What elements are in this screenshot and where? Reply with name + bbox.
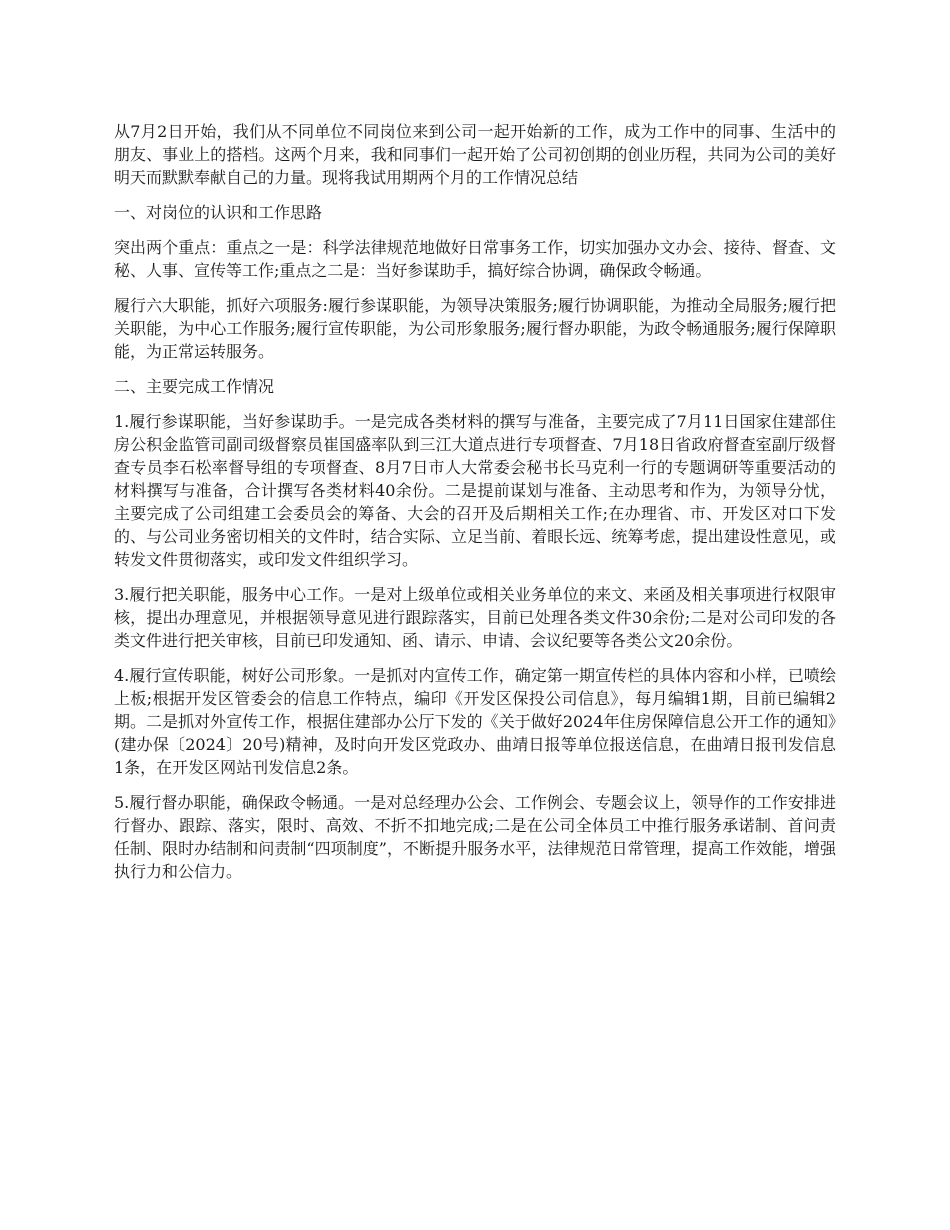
section-heading-1: 一、对岗位的认识和工作思路	[114, 203, 323, 222]
item-1-paragraph: 1.履行参谋职能，当好参谋助手。一是完成各类材料的撰写与准备，主要完成了7月11日国家住建部住房公积金监管司副司级督察员崔国盛率队到三江大道点进行专项督查、7月18日省政府督查室副厅级督查专员李石松率督导组的专项督查、8月7日市人大常委会秘书长马克利一行的专题调研等重要活动的材料撰写与准备，合计撰写各类材料40余份。二是提前谋划与准备、主动思考和作为，为领导分忧，主要完成了公司组建工会委员会的筹备、大会的召开及后期相关工作;在办理省、市、开发区对口下发的、与公司业务密切相关的文件时，结合实际、立足当前、着眼长远、统筹考虑，提出建设性意见，或转发文件贯彻落实，或印发文件组织学习。	[114, 412, 836, 569]
item-5-paragraph: 5.履行督办职能，确保政令畅通。一是对总经理办公会、工作例会、专题会议上，领导作的工作安排进行督办、跟踪、落实，限时、高效、不折不扣地完成;二是在公司全体员工中推行服务承诺制、首问责任制、限时办结制和问责制“四项制度”，不断提升服务水平，法律规范日常管理，提高工作效能，增强执行力和公信力。	[114, 793, 836, 881]
section-heading-2: 二、主要完成工作情况	[114, 377, 275, 396]
key-points-paragraph: 突出两个重点：重点之一是：科学法律规范地做好日常事务工作，切实加强办文办会、接待、督查、文秘、人事、宣传等工作;重点之二是：当好参谋助手，搞好综合协调，确保政令畅通。	[114, 238, 836, 280]
item-3-paragraph: 3.履行把关职能，服务中心工作。一是对上级单位或相关业务单位的来文、来函及相关事项进行权限审核，提出办理意见，并根据领导意见进行跟踪落实，目前已处理各类文件30余份;二是对公司印发的各类文件进行把关审核，目前已印发通知、函、请示、申请、会议纪要等各类公文20余份。	[114, 585, 836, 650]
item-4-paragraph: 4.履行宣传职能，树好公司形象。一是抓对内宣传工作，确定第一期宣传栏的具体内容和小样，已喷绘上板;根据开发区管委会的信息工作特点，编印《开发区保投公司信息》，每月编辑1期，目前已编辑2期。二是抓对外宣传工作，根据住建部办公厅下发的《关于做好2024年住房保障信息公开工作的通知》(建办保〔2024〕20号)精神，及时向开发区党政办、曲靖日报等单位报送信息，在曲靖日报刊发信息1条，在开发区网站刊发信息2条。	[114, 666, 836, 777]
six-functions-paragraph: 履行六大职能，抓好六项服务:履行参谋职能，为领导决策服务;履行协调职能，为推动全局服务;履行把关职能，为中心工作服务;履行宣传职能，为公司形象服务;履行督办职能，为政令畅通服务;履行保障职能，为正常运转服务。	[114, 296, 836, 361]
intro-paragraph: 从7月2日开始，我们从不同单位不同岗位来到公司一起开始新的工作，成为工作中的同事、生活中的朋友、事业上的搭档。这两个月来，我和同事们一起开始了公司初创期的创业历程，共同为公司的美好明天而默默奉献自己的力量。现将我试用期两个月的工作情况总结	[114, 122, 836, 187]
document-body	[114, 120, 836, 895]
